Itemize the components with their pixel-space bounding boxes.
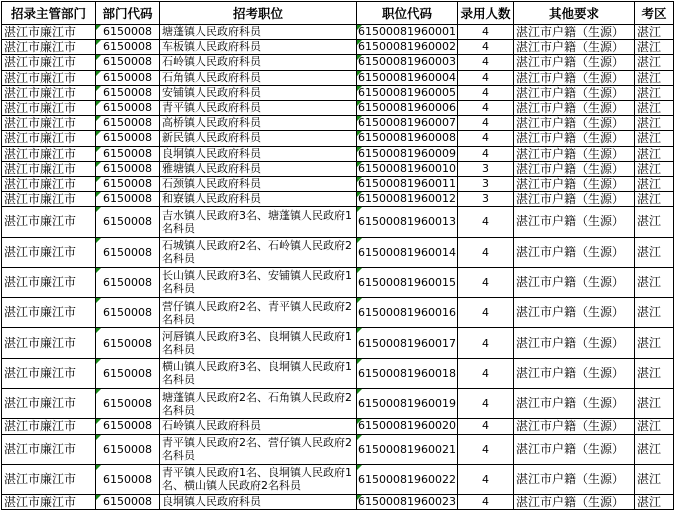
position-cell: 石岭镇人民政府科员 xyxy=(160,55,357,70)
requirements-cell: 湛江市户籍（生源） xyxy=(514,192,635,207)
position-code-cell: 61500081960009 xyxy=(358,146,456,160)
table-row xyxy=(2,40,674,55)
position-cell: 青平镇人民政府1名、良垌镇人民政府1名、横山镇人民政府2名科员 xyxy=(160,464,357,494)
table-row xyxy=(2,267,674,297)
requirements-cell: 湛江市户籍（生源） xyxy=(514,389,635,419)
hire-count-cell: 4 xyxy=(458,237,514,267)
dept-code-cell: 6150008 xyxy=(96,358,160,388)
dept-cell: 湛江市廉江市 xyxy=(2,176,96,191)
exam-area-cell: 湛江 xyxy=(635,100,674,115)
exam-area-cell: 湛江 xyxy=(635,298,674,328)
requirements-cell: 湛江市户籍（生源） xyxy=(514,328,635,358)
table-row xyxy=(2,131,674,146)
position-code-cell: 61500081960014 xyxy=(357,237,458,267)
dept-code-cell: 6150008 xyxy=(96,100,160,115)
position-cell: 石城镇人民政府2名、石岭镇人民政府2名科员 xyxy=(160,237,357,267)
position-code-cell: 61500081960018 xyxy=(357,358,458,388)
hire-count-cell: 3 xyxy=(458,176,514,191)
dept-code-cell: 6150008 xyxy=(96,328,160,358)
position-cell: 横山镇人民政府3名、良垌镇人民政府1名科员 xyxy=(160,358,357,388)
position-code-cell: 61500081960005 xyxy=(358,85,456,99)
dept-cell: 湛江市廉江市 xyxy=(2,85,96,100)
position-cell: 青平镇人民政府2名、营仔镇人民政府2名科员 xyxy=(160,434,357,464)
position-cell: 塘蓬镇人民政府2名、石角镇人民政府2名科员 xyxy=(160,389,357,419)
exam-area-cell: 湛江 xyxy=(635,192,674,207)
requirements-cell: 湛江市户籍（生源） xyxy=(514,25,635,40)
position-cell: 石岭镇人民政府科员 xyxy=(160,419,357,434)
position-code-cell: 61500081960020 xyxy=(358,419,456,433)
dept-cell: 湛江市廉江市 xyxy=(2,100,96,115)
hire-count-cell: 4 xyxy=(458,328,514,358)
dept-code-cell: 6150008 xyxy=(96,389,160,419)
dept-code-cell: 6150008 xyxy=(96,419,160,434)
dept-code-cell: 6150008 xyxy=(96,161,160,176)
dept-code-cell: 6150008 xyxy=(96,434,160,464)
requirements-cell: 湛江市户籍（生源） xyxy=(514,464,635,494)
dept-code-cell: 6150008 xyxy=(96,25,160,40)
dept-code-cell: 6150008 xyxy=(96,55,160,70)
requirements-cell: 湛江市户籍（生源） xyxy=(514,85,635,100)
position-code-cell: 61500081960021 xyxy=(357,434,458,464)
position-code-cell: 61500081960017 xyxy=(357,328,458,358)
exam-area-cell: 湛江 xyxy=(635,495,674,510)
position-code-cell: 61500081960011 xyxy=(358,176,456,190)
requirements-cell: 湛江市户籍（生源） xyxy=(514,207,635,237)
dept-code-cell: 6150008 xyxy=(96,207,160,237)
header-row xyxy=(2,2,674,25)
exam-area-cell: 湛江 xyxy=(635,419,674,434)
header-position-code: 职位代码 xyxy=(357,2,458,25)
dept-code-cell: 6150008 xyxy=(96,40,160,55)
position-cell: 良垌镇人民政府科员 xyxy=(160,146,357,161)
header-hire-count: 录用人数 xyxy=(458,2,514,25)
requirements-cell: 湛江市户籍（生源） xyxy=(514,298,635,328)
position-cell: 高桥镇人民政府科员 xyxy=(160,116,357,131)
requirements-cell: 湛江市户籍（生源） xyxy=(514,419,635,434)
position-cell: 良垌镇人民政府科员 xyxy=(160,495,357,510)
table-row xyxy=(2,85,674,100)
position-cell: 吉水镇人民政府3名、塘蓬镇人民政府1名科员 xyxy=(160,207,357,237)
table-row xyxy=(2,419,674,434)
requirements-cell: 湛江市户籍（生源） xyxy=(514,495,635,510)
requirements-cell: 湛江市户籍（生源） xyxy=(514,100,635,115)
requirements-cell: 湛江市户籍（生源） xyxy=(514,40,635,55)
header-exam-area: 考区 xyxy=(635,2,674,25)
table-row xyxy=(2,464,674,494)
dept-cell: 湛江市廉江市 xyxy=(2,116,96,131)
dept-code-cell: 6150008 xyxy=(96,237,160,267)
position-cell: 河唇镇人民政府3名、良垌镇人民政府1名科员 xyxy=(160,328,357,358)
dept-cell: 湛江市廉江市 xyxy=(2,25,96,40)
table-row xyxy=(2,237,674,267)
hire-count-cell: 4 xyxy=(458,25,514,40)
requirements-cell: 湛江市户籍（生源） xyxy=(514,358,635,388)
position-code-cell: 61500081960003 xyxy=(358,55,456,69)
dept-cell: 湛江市廉江市 xyxy=(2,55,96,70)
hire-count-cell: 4 xyxy=(458,267,514,297)
requirements-cell: 湛江市户籍（生源） xyxy=(514,70,635,85)
position-code-cell: 61500081960019 xyxy=(357,389,458,419)
hire-count-cell: 4 xyxy=(458,389,514,419)
table-row xyxy=(2,207,674,237)
position-code-cell: 61500081960015 xyxy=(357,267,458,297)
table-row xyxy=(2,55,674,70)
position-cell: 雅塘镇人民政府科员 xyxy=(160,161,357,176)
hire-count-cell: 3 xyxy=(458,161,514,176)
position-cell: 和寮镇人民政府科员 xyxy=(160,192,357,207)
dept-cell: 湛江市廉江市 xyxy=(2,328,96,358)
position-code-cell: 61500081960008 xyxy=(358,131,456,145)
hire-count-cell: 4 xyxy=(458,55,514,70)
hire-count-cell: 4 xyxy=(458,358,514,388)
dept-code-cell: 6150008 xyxy=(96,176,160,191)
table-row xyxy=(2,358,674,388)
hire-count-cell: 4 xyxy=(458,116,514,131)
dept-code-cell: 6150008 xyxy=(96,146,160,161)
position-code-cell: 61500081960016 xyxy=(357,298,458,328)
hire-count-cell: 4 xyxy=(458,100,514,115)
hire-count-cell: 4 xyxy=(458,70,514,85)
exam-area-cell: 湛江 xyxy=(635,25,674,40)
requirements-cell: 湛江市户籍（生源） xyxy=(514,55,635,70)
exam-area-cell: 湛江 xyxy=(635,131,674,146)
dept-cell: 湛江市廉江市 xyxy=(2,161,96,176)
exam-area-cell: 湛江 xyxy=(635,70,674,85)
header-dept-code: 部门代码 xyxy=(96,2,160,25)
position-code-cell: 61500081960012 xyxy=(358,192,456,206)
position-code-cell: 61500081960010 xyxy=(358,161,456,175)
dept-cell: 湛江市廉江市 xyxy=(2,146,96,161)
dept-code-cell: 6150008 xyxy=(96,298,160,328)
table-row xyxy=(2,25,674,40)
hire-count-cell: 4 xyxy=(458,434,514,464)
hire-count-cell: 4 xyxy=(458,419,514,434)
position-code-cell: 61500081960006 xyxy=(358,101,456,115)
exam-area-cell: 湛江 xyxy=(635,237,674,267)
dept-code-cell: 6150008 xyxy=(96,131,160,146)
requirements-cell: 湛江市户籍（生源） xyxy=(514,131,635,146)
dept-cell: 湛江市廉江市 xyxy=(2,40,96,55)
hire-count-cell: 4 xyxy=(458,131,514,146)
position-code-cell: 61500081960007 xyxy=(358,116,456,130)
table-row xyxy=(2,70,674,85)
exam-area-cell: 湛江 xyxy=(635,161,674,176)
dept-cell: 湛江市廉江市 xyxy=(2,434,96,464)
dept-code-cell: 6150008 xyxy=(96,267,160,297)
hire-count-cell: 4 xyxy=(458,298,514,328)
exam-area-cell: 湛江 xyxy=(635,146,674,161)
exam-area-cell: 湛江 xyxy=(635,389,674,419)
exam-area-cell: 湛江 xyxy=(635,464,674,494)
table-row xyxy=(2,146,674,161)
table-row xyxy=(2,176,674,191)
dept-code-cell: 6150008 xyxy=(96,85,160,100)
position-code-cell: 61500081960023 xyxy=(358,495,456,509)
dept-cell: 湛江市廉江市 xyxy=(2,389,96,419)
position-code-cell: 61500081960022 xyxy=(357,464,458,494)
table-row xyxy=(2,298,674,328)
table-row xyxy=(2,328,674,358)
recruitment-table xyxy=(1,1,674,510)
requirements-cell: 湛江市户籍（生源） xyxy=(514,237,635,267)
requirements-cell: 湛江市户籍（生源） xyxy=(514,267,635,297)
header-position: 招考职位 xyxy=(160,2,357,25)
dept-code-cell: 6150008 xyxy=(96,116,160,131)
dept-cell: 湛江市廉江市 xyxy=(2,419,96,434)
table-row xyxy=(2,161,674,176)
position-code-cell: 61500081960001 xyxy=(358,25,456,39)
position-cell: 石颈镇人民政府科员 xyxy=(160,176,357,191)
dept-cell: 湛江市廉江市 xyxy=(2,131,96,146)
dept-cell: 湛江市廉江市 xyxy=(2,207,96,237)
hire-count-cell: 3 xyxy=(458,192,514,207)
dept-cell: 湛江市廉江市 xyxy=(2,298,96,328)
hire-count-cell: 4 xyxy=(458,464,514,494)
table-row xyxy=(2,100,674,115)
exam-area-cell: 湛江 xyxy=(635,176,674,191)
requirements-cell: 湛江市户籍（生源） xyxy=(514,176,635,191)
position-cell: 新民镇人民政府科员 xyxy=(160,131,357,146)
header-requirements: 其他要求 xyxy=(514,2,635,25)
position-cell: 长山镇人民政府3名、安铺镇人民政府1名科员 xyxy=(160,267,357,297)
exam-area-cell: 湛江 xyxy=(635,40,674,55)
table-row xyxy=(2,495,674,510)
dept-cell: 湛江市廉江市 xyxy=(2,464,96,494)
requirements-cell: 湛江市户籍（生源） xyxy=(514,116,635,131)
dept-cell: 湛江市廉江市 xyxy=(2,237,96,267)
exam-area-cell: 湛江 xyxy=(635,85,674,100)
hire-count-cell: 4 xyxy=(458,495,514,510)
exam-area-cell: 湛江 xyxy=(635,55,674,70)
dept-cell: 湛江市廉江市 xyxy=(2,192,96,207)
exam-area-cell: 湛江 xyxy=(635,207,674,237)
hire-count-cell: 4 xyxy=(458,40,514,55)
dept-cell: 湛江市廉江市 xyxy=(2,358,96,388)
dept-cell: 湛江市廉江市 xyxy=(2,495,96,510)
position-cell: 石角镇人民政府科员 xyxy=(160,70,357,85)
table-row xyxy=(2,192,674,207)
dept-code-cell: 6150008 xyxy=(96,192,160,207)
hire-count-cell: 4 xyxy=(458,85,514,100)
hire-count-cell: 4 xyxy=(458,207,514,237)
table-row xyxy=(2,389,674,419)
dept-cell: 湛江市廉江市 xyxy=(2,267,96,297)
dept-code-cell: 6150008 xyxy=(96,464,160,494)
table-row xyxy=(2,434,674,464)
requirements-cell: 湛江市户籍（生源） xyxy=(514,146,635,161)
exam-area-cell: 湛江 xyxy=(635,116,674,131)
requirements-cell: 湛江市户籍（生源） xyxy=(514,161,635,176)
position-cell: 车板镇人民政府科员 xyxy=(160,40,357,55)
exam-area-cell: 湛江 xyxy=(635,434,674,464)
header-dept: 招录主管部门 xyxy=(2,2,96,25)
hire-count-cell: 4 xyxy=(458,146,514,161)
dept-code-cell: 6150008 xyxy=(96,70,160,85)
position-cell: 青平镇人民政府科员 xyxy=(160,100,357,115)
position-cell: 塘蓬镇人民政府科员 xyxy=(160,25,357,40)
position-code-cell: 61500081960002 xyxy=(358,40,456,54)
exam-area-cell: 湛江 xyxy=(635,328,674,358)
dept-code-cell: 6150008 xyxy=(96,495,160,510)
exam-area-cell: 湛江 xyxy=(635,267,674,297)
position-code-cell: 61500081960004 xyxy=(358,70,456,84)
requirements-cell: 湛江市户籍（生源） xyxy=(514,434,635,464)
exam-area-cell: 湛江 xyxy=(635,358,674,388)
position-cell: 安铺镇人民政府科员 xyxy=(160,85,357,100)
table-row xyxy=(2,116,674,131)
position-code-cell: 61500081960013 xyxy=(357,207,458,237)
position-cell: 营仔镇人民政府2名、青平镇人民政府2名科员 xyxy=(160,298,357,328)
dept-cell: 湛江市廉江市 xyxy=(2,70,96,85)
